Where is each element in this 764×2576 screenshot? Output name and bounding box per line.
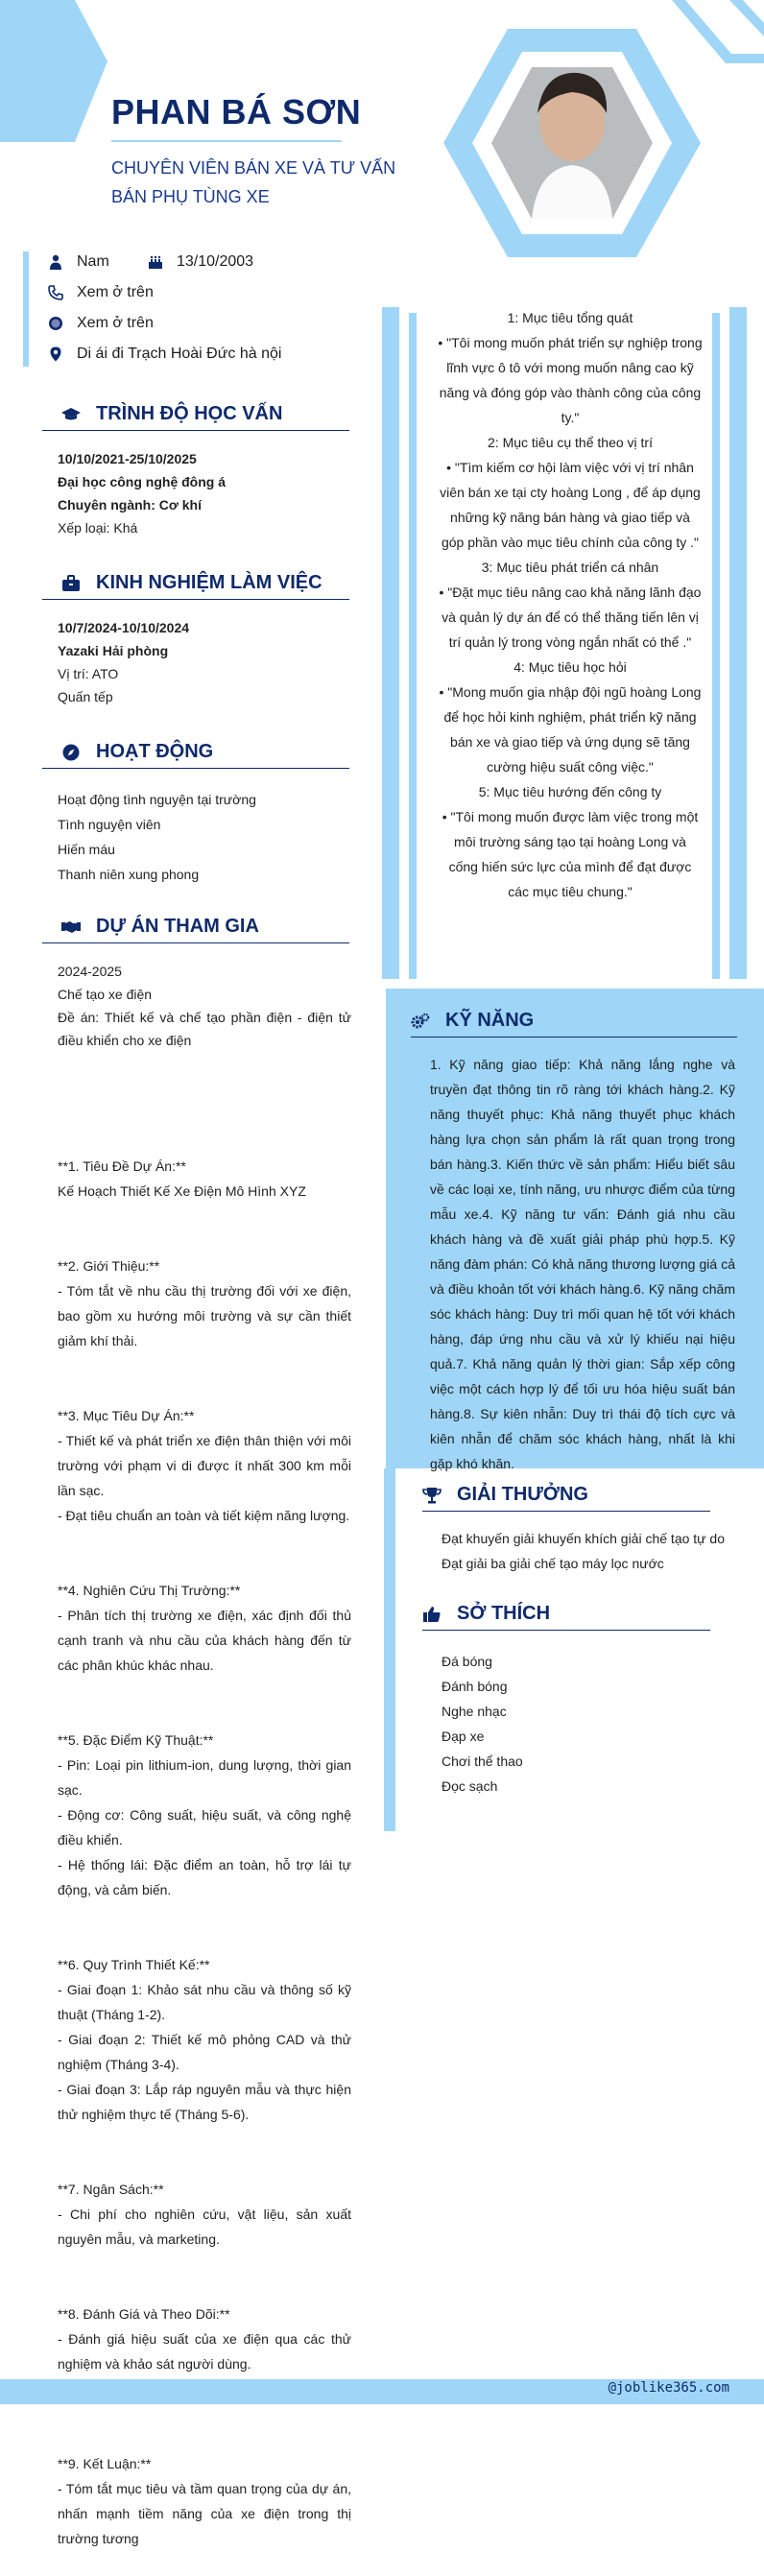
footer-site: @joblike365.com xyxy=(608,2380,729,2396)
experience-rule xyxy=(42,599,349,600)
goal-bar-left-2 xyxy=(409,313,417,979)
birthday-row xyxy=(148,253,253,271)
email-icon xyxy=(48,316,63,331)
job-title: CHUYÊN VIÊN BÁN XE VÀ TƯ VẤN BÁN PHỤ TÙNG XE xyxy=(111,158,396,206)
project-period: 2024-2025 xyxy=(58,964,122,979)
project-section-7: **7. Ngân Sách:** - Chi phí cho nghiên cứu, vật liệu, sản xuất nguyên mẫu, và marketing. xyxy=(58,2182,351,2247)
trophy-icon xyxy=(422,1487,443,1504)
experience-company: Yazaki Hải phòng xyxy=(58,643,169,658)
phone-icon xyxy=(48,285,63,300)
experience-heading xyxy=(61,572,322,594)
gender-row xyxy=(48,253,109,271)
hobbies-heading xyxy=(422,1603,550,1625)
skills-rule xyxy=(411,1037,737,1038)
activity-item: Thanh niên xung phong xyxy=(58,867,200,882)
project-section-3: **3. Mục Tiêu Dự Án:** - Thiết kế và phát triển xe điện thân thiện với môi trường với phạm vi di được ít nhất 300 km mỗi lần sạc. - Đạt tiêu chuẩn an toàn và tiết kiệm năng lượng. xyxy=(58,1408,351,1523)
goal-bar-right-2 xyxy=(729,307,747,979)
goal-bar-left-1 xyxy=(382,307,399,979)
graduation-cap-icon xyxy=(61,406,83,423)
hobby-item: Chơi thể thao xyxy=(442,1753,523,1769)
gender-value: Nam xyxy=(77,253,109,270)
experience-period: 10/7/2024-10/10/2024 xyxy=(58,620,190,635)
project-name: Chế tạo xe điện xyxy=(58,987,153,1002)
address-row xyxy=(48,346,281,363)
project-section-6: **6. Quy Trình Thiết Kế:** - Giai đoạn 1: Khảo sát nhu cầu và thông số kỹ thuật (Tháng 1-2). - Giai đoạn 2: Thiết kế mô phỏng CAD và thử nghiệm (Tháng 3-4). - Giai đoạn 3: Lắp ráp nguyên mẫu và thực hiện thử nghiệm thực tế (Tháng 5-6). xyxy=(58,1957,351,2122)
career-goals: 1: Mục tiêu tổng quát • "Tôi mong muốn phát triển sự nghiệp trong lĩnh vực ô tô với mong muốn nâng cao kỹ năng và đóng góp vào thành công của công ty." 2: Mục tiêu cụ thể theo vị trí • "Tìm kiếm cơ hội làm việc với vị trí nhân viên bán xe tại cty hoàng Long , để áp dụng những kỹ năng bán hàng và giao tiếp và góp phần vào mục tiêu chính của công ty ." 3: Mục tiêu phát triển cá nhân • "Đặt mục tiêu nâng cao khả năng lãnh đạo và quản lý dự án để có thể thăng tiến lên vị trí quản lý trong vòng ngắn nhất có thể ." 4: Mục tiêu học hỏi • "Mong muốn gia nhập đội ngũ hoàng Long để học hỏi kinh nghiệm, phát triển kỹ năng bán xe và giao tiếp và ứng dụng sẽ tăng cường hiệu suất công việc." 5: Mục tiêu hướng đến công ty • "Tôi mong muốn được làm việc trong một môi trường sáng tạo tại hoàng Long và cống hiến sức lực của mình để đạt được các mục tiêu chung." xyxy=(438,310,703,899)
project-section-1: **1. Tiêu Đề Dự Án:** Kế Hoạch Thiết Kế Xe Điện Mô Hình XYZ xyxy=(58,1158,306,1199)
education-block xyxy=(58,447,351,539)
email-value: Xem ở trên xyxy=(77,315,154,331)
project-details xyxy=(58,1129,351,2576)
phone-value: Xem ở trên xyxy=(77,284,154,300)
awards-rule xyxy=(422,1511,710,1512)
profile-photo xyxy=(443,29,701,257)
hobbies-rule xyxy=(422,1630,710,1631)
education-period: 10/10/2021-25/10/2025 xyxy=(58,451,197,466)
person-icon xyxy=(48,254,63,270)
activity-item: Hiến máu xyxy=(58,842,115,857)
email-row xyxy=(48,315,154,332)
cake-icon xyxy=(148,254,163,270)
gears-icon xyxy=(411,1013,432,1030)
top-left-hexagon-decoration xyxy=(0,0,107,142)
contact-side-bar xyxy=(23,251,29,367)
skills-heading xyxy=(411,1010,534,1032)
award-item: Đạt giải ba giải chế tạo máy lọc nước xyxy=(442,1556,664,1571)
skills-text: 1. Kỹ năng giao tiếp: Khả năng lắng nghe và truyền đạt thông tin rõ ràng tới khách hàng.2. Kỹ năng thuyết phục: Khả năng thuyết phục khách hàng lựa chọn sản phẩm là rất quan trọng trong bán hàng.3. Kiến thức về sản phẩm: Hiểu biết sâu về các loại xe, tính năng, ưu nhược điểm của từng mẫu xe.4. Kỹ năng tư vấn: Đánh giá nhu cầu khách hàng và đề xuất giải pháp phù hợp.5. Kỹ năng đàm phán: Có khả năng thương lượng giá cả và điều khoản tốt với khách hàng.6. Kỹ năng chăm sóc khách hàng: Duy trì mối quan hệ tốt với khách hàng, đáp ứng nhu cầu và xử lý khiếu nại hiệu quả.7. Khả năng quản lý thời gian: Sắp xếp công việc một cách hợp lý để tối ưu hóa hiệu suất bán hàng.8. Sự kiên nhẫn: Duy trì thái độ tích cực và kiên nhẫn để chăm sóc khách hàng, nhất là khi gặp khó khăn. xyxy=(430,1057,735,1471)
activities-heading-text: HOẠT ĐỘNG xyxy=(96,741,214,762)
activities-list xyxy=(58,787,351,887)
education-heading-text: TRÌNH ĐỘ HỌC VẤN xyxy=(96,403,283,424)
experience-task: Quấn tếp xyxy=(58,689,113,704)
education-school: Đại học công nghệ đông á xyxy=(58,474,226,489)
experience-position: Vị trí: ATO xyxy=(58,666,119,681)
project-section-2: **2. Giới Thiệu:** - Tóm tắt về nhu cầu thị trường đối với xe điện, bao gồm xu hướng môi trường và sự cần thiết giảm khí thải. xyxy=(58,1258,351,1348)
awards-list xyxy=(442,1526,729,1576)
briefcase-icon xyxy=(61,575,83,592)
goal-bar-right-1 xyxy=(712,313,720,979)
project-section-5: **5. Đặc Điểm Kỹ Thuật:** - Pin: Loại pin lithium-ion, dung lượng, thời gian sạc. - Động cơ: Công suất, hiệu suất, và công nghệ điều khiển. - Hệ thống lái: Đặc điểm an toàn, hỗ trợ lái tự động, và cảm biến. xyxy=(58,1732,351,1897)
handshake-icon xyxy=(61,918,83,936)
phone-row xyxy=(48,284,154,301)
project-section-4: **4. Nghiên Cứu Thị Trường:** - Phân tích thị trường xe điện, xác định đối thủ cạnh tranh và nhu cầu của khách hàng đến từ các phân khúc khác nhau. xyxy=(58,1583,351,1673)
project-intro xyxy=(58,960,351,1052)
projects-heading-text: DỰ ÁN THAM GIA xyxy=(96,916,259,937)
hobby-item: Đá bóng xyxy=(442,1654,492,1669)
awards-heading xyxy=(422,1484,588,1506)
activities-heading xyxy=(61,741,213,763)
address-value: Di ái đi Trạch Hoài Đức hà nội xyxy=(77,346,282,362)
activity-item: Tình nguyện viên xyxy=(58,817,161,832)
right-side-bar xyxy=(384,1468,395,1831)
thumbs-up-icon xyxy=(422,1606,443,1623)
candidate-name: PHAN BÁ SƠN xyxy=(111,92,362,131)
hobby-item: Đánh bóng xyxy=(442,1679,508,1694)
compass-icon xyxy=(61,744,83,761)
name-underline xyxy=(111,140,342,142)
projects-rule xyxy=(42,942,349,943)
experience-heading-text: KINH NGHIỆM LÀM VIỆC xyxy=(96,572,322,593)
hobby-item: Đọc sạch xyxy=(442,1778,498,1794)
education-rank: Xếp loại: Khá xyxy=(58,520,138,536)
skills-heading-text: KỸ NĂNG xyxy=(445,1010,535,1031)
project-section-8: **8. Đánh Giá và Theo Dõi:** - Đánh giá hiệu suất của xe điện qua các thử nghiệm và khảo sát người dùng. xyxy=(58,2306,351,2372)
birthday-value: 13/10/2003 xyxy=(177,253,254,270)
awards-heading-text: GIẢI THƯỞNG xyxy=(457,1484,588,1505)
education-rule xyxy=(42,430,349,431)
hobby-item: Đạp xe xyxy=(442,1729,485,1744)
location-pin-icon xyxy=(48,346,63,362)
award-item: Đạt khuyến giải khuyến khích giải chế tạo tự do xyxy=(442,1531,725,1546)
hobby-item: Nghe nhạc xyxy=(442,1704,507,1719)
experience-block xyxy=(58,616,351,708)
projects-heading xyxy=(61,916,259,938)
project-section-9: **9. Kết Luận:** - Tóm tắt mục tiêu và tầm quan trọng của dự án, nhấn mạnh tiềm năng của xe điện trong thị trường tương xyxy=(58,2456,351,2546)
hobbies-heading-text: SỞ THÍCH xyxy=(457,1603,551,1624)
education-major: Chuyên ngành: Cơ khí xyxy=(58,497,202,513)
activities-rule xyxy=(42,768,349,769)
activity-item: Hoạt động tình nguyện tại trường xyxy=(58,792,256,807)
education-heading xyxy=(61,403,282,425)
project-topic: Đề án: Thiết kế và chế tạo phần điện - điện tử điều khiển cho xe điện xyxy=(58,1010,351,1048)
hobbies-list xyxy=(442,1649,729,1799)
